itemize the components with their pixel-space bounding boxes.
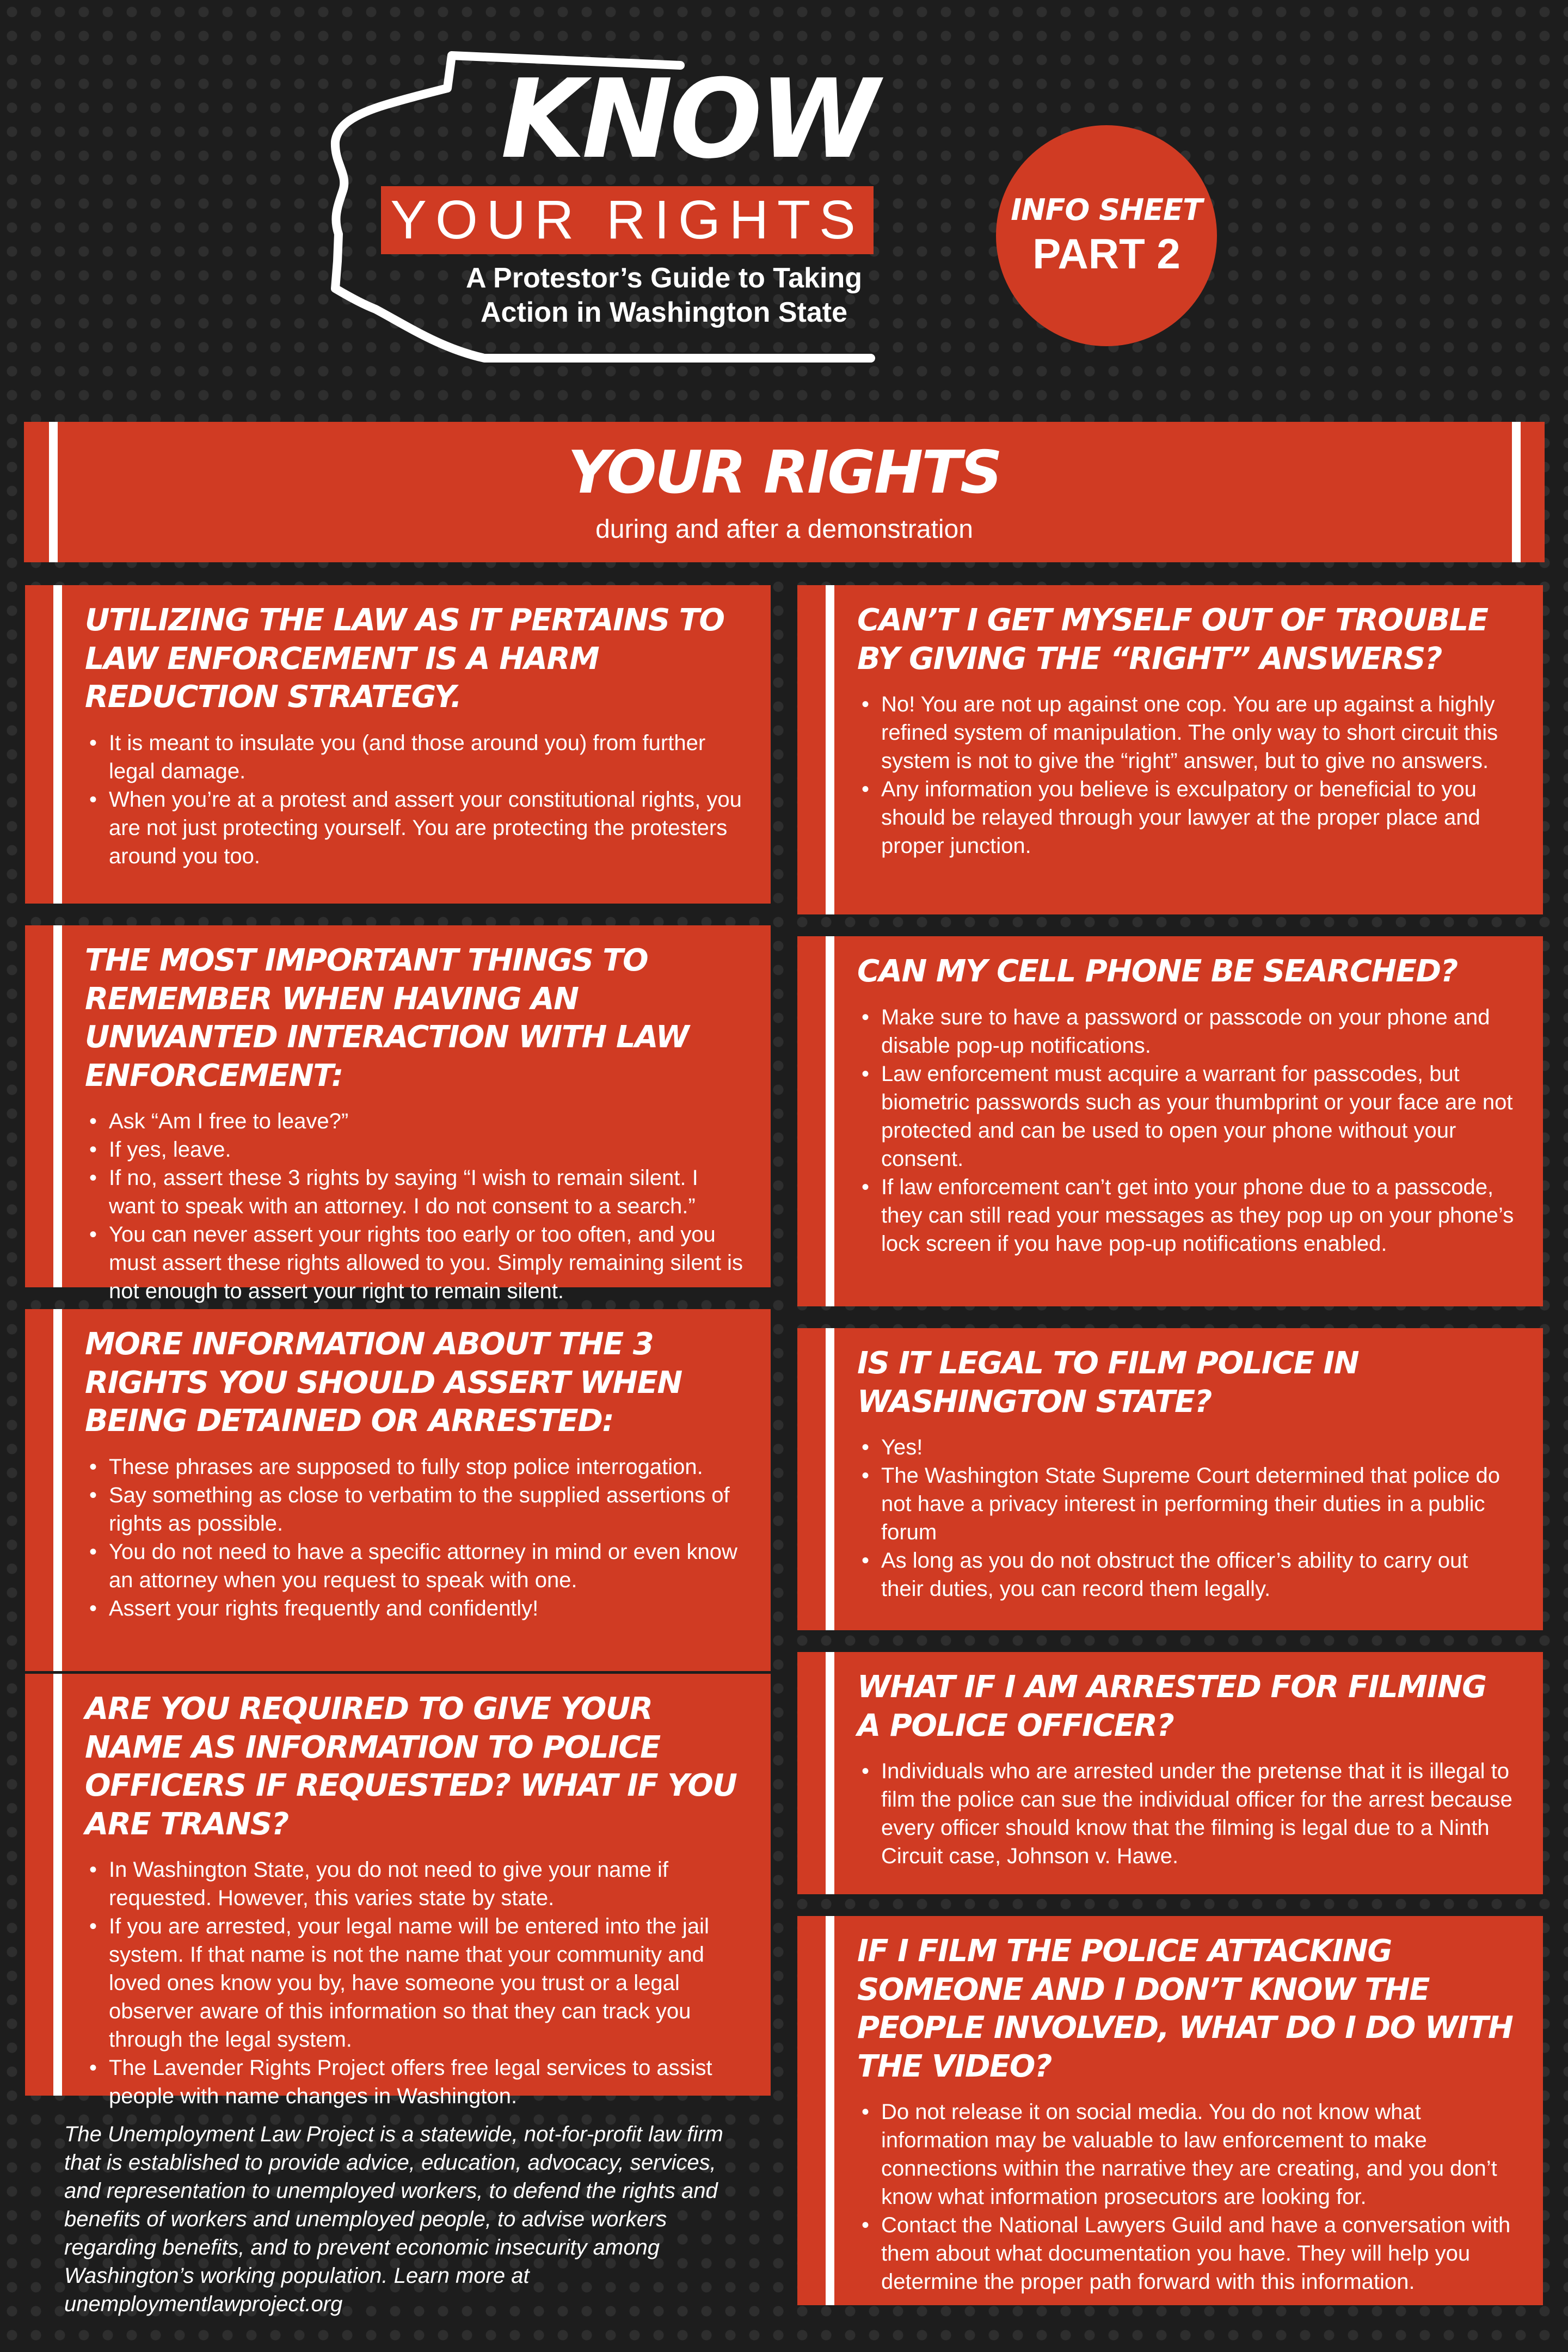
- bullet-item: • Any information you believe is exculpatory or beneficial to you should be relayed through your lawyer at the proper place and proper junction.: [857, 775, 1516, 860]
- card-stripe: [826, 1916, 834, 2305]
- bullet-item: • Law enforcement must acquire a warrant for passcodes, but biometric passwords such as your thumbprint or your face are not protected and can be used to open your phone without your consent.: [857, 1060, 1516, 1173]
- card-harm-reduction: [25, 585, 771, 904]
- card-title: ARE YOU REQUIRED TO GIVE YOUR NAME AS INFORMATION TO POLICE OFFICERS IF REQUESTED? WHAT IF YOU ARE TRANS?: [85, 1691, 737, 1842]
- badge-line-1: INFO SHEET: [1011, 193, 1202, 227]
- bullet-list: [857, 1757, 1516, 1870]
- your-rights-banner: [24, 422, 1545, 562]
- bullet-item: • Contact the National Lawyers Guild and have a conversation with them about what documentation you have. They will help you determine the proper path forward with this information.: [857, 2211, 1516, 2296]
- card-stripe: [826, 1652, 834, 1894]
- card-title: IF I FILM THE POLICE ATTACKING SOMEONE AND I DON’T KNOW THE PEOPLE INVOLVED, WHAT DO I DO WITH THE VIDEO?: [857, 1933, 1513, 2084]
- bullet-item: • No! You are not up against one cop. You are up against a highly refined system of manipulation. The only way to short circuit this system is not to give the “right” answer, but to give no answers.: [857, 690, 1516, 775]
- card-video-attack: [797, 1916, 1543, 2305]
- card-title: MORE INFORMATION ABOUT THE 3 RIGHTS YOU SHOULD ASSERT WHEN BEING DETAINED OR ARRESTED:: [85, 1327, 682, 1439]
- bullet-item: • If law enforcement can’t get into your phone due to a passcode, they can still read your messages as they pop up on your phone’s lock screen if you have pop-up notifications enabled.: [857, 1173, 1516, 1258]
- bullet-list: [857, 690, 1516, 860]
- bullet-item: • Make sure to have a password or passcode on your phone and disable pop-up notifications.: [857, 1003, 1516, 1060]
- bullet-list: [857, 2098, 1516, 2296]
- card-title: THE MOST IMPORTANT THINGS TO REMEMBER WHEN HAVING AN UNWANTED INTERACTION WITH LAW ENFORCEMENT:: [85, 943, 689, 1094]
- subtitle-line-2: Action in Washington State: [480, 297, 848, 329]
- card-stripe: [826, 1328, 834, 1630]
- bullet-item: • If no, assert these 3 rights by saying “I wish to remain silent. I want to speak with an attorney. I do not consent to a search.”: [85, 1164, 743, 1220]
- banner-title: YOUR RIGHTS: [568, 439, 1001, 507]
- bullet-item: • Ask “Am I free to leave?”: [85, 1107, 743, 1135]
- card-stripe: [826, 936, 834, 1306]
- bullet-list: [85, 1107, 743, 1305]
- card-title: CAN MY CELL PHONE BE SEARCHED?: [857, 954, 1458, 989]
- card-stripe: [53, 1309, 62, 1671]
- bullet-item: • Yes!: [857, 1433, 1516, 1461]
- card-right-answers: [797, 585, 1543, 914]
- bullet-item: • You do not need to have a specific attorney in mind or even know an attorney when you request to speak with one.: [85, 1538, 743, 1594]
- card-stripe: [53, 1674, 62, 2096]
- card-important-things: [25, 925, 771, 1304]
- bullet-item: • When you’re at a protest and assert your constitutional rights, you are not just protecting yourself. You are protecting the protesters around you too.: [85, 785, 743, 870]
- card-three-rights: [25, 1309, 771, 1671]
- bullet-item: • Do not release it on social media. You do not know what information may be valuable to law enforcement to make connections within the narrative they are creating, and you don’t know what information prosecutors are looking for.: [857, 2098, 1516, 2211]
- bullet-list: [857, 1003, 1516, 1258]
- bullet-item: • Assert your rights frequently and confidently!: [85, 1594, 743, 1623]
- footer-about-text: The Unemployment Law Project is a statewide, not-for-profit law firm that is established to provide advice, education, advocacy, services, and representation to unemployed workers, to defend the rights and benefits of workers and unemployed people, to advise workers regarding benefits, and to prevent economic insecurity among Washington’s working population. Learn more at unemploymentlawproject.org: [64, 2122, 723, 2316]
- bullet-item: • It is meant to insulate you (and those around you) from further legal damage.: [85, 729, 743, 785]
- bullet-item: • If yes, leave.: [85, 1135, 743, 1164]
- card-title: UTILIZING THE LAW AS IT PERTAINS TO LAW ENFORCEMENT IS A HARM REDUCTION STRATEGY.: [85, 603, 724, 715]
- title-know: KNOW: [501, 56, 876, 183]
- card-title: WHAT IF I AM ARRESTED FOR FILMING A POLICE OFFICER?: [857, 1669, 1486, 1743]
- title-rights-bar: [381, 186, 874, 254]
- bullet-item: • If you are arrested, your legal name will be entered into the jail system. If that name is not the name that your community and loved ones know you by, have someone you trust or a legal observer aware of this information so that they can track you through the legal system.: [85, 1912, 743, 2054]
- bullet-item: • In Washington State, you do not need to give your name if requested. However, this varies state by state.: [85, 1856, 743, 1912]
- bullet-list: [85, 1453, 743, 1623]
- bullet-item: • The Washington State Supreme Court determined that police do not have a privacy interest in performing their duties in a public forum: [857, 1461, 1516, 1546]
- bullet-list: [85, 729, 743, 870]
- card-film-police: [797, 1328, 1543, 1630]
- info-sheet-badge: [996, 125, 1217, 346]
- bullet-item: • As long as you do not obstruct the officer’s ability to carry out their duties, you can record them legally.: [857, 1546, 1516, 1603]
- card-cell-phone: [797, 936, 1543, 1306]
- card-title: IS IT LEGAL TO FILM POLICE IN WASHINGTON STATE?: [857, 1346, 1359, 1420]
- bullet-item: • Say something as close to verbatim to the supplied assertions of rights as possible.: [85, 1481, 743, 1538]
- bullet-item: • The Lavender Rights Project offers free legal services to assist people with name changes in Washington.: [85, 2054, 743, 2110]
- card-arrested-filming: [797, 1652, 1543, 1894]
- card-title: CAN’T I GET MYSELF OUT OF TROUBLE BY GIVING THE “RIGHT” ANSWERS?: [857, 603, 1488, 677]
- bullet-item: • These phrases are supposed to fully stop police interrogation.: [85, 1453, 743, 1481]
- card-stripe: [53, 925, 62, 1287]
- card-give-your-name: [25, 1674, 771, 2109]
- subtitle-line-1: A Protestor’s Guide to Taking: [465, 262, 863, 294]
- bullet-list: [85, 1856, 743, 2110]
- badge-line-2: PART 2: [1032, 230, 1180, 278]
- card-stripe: [53, 585, 62, 904]
- bullet-item: • Individuals who are arrested under the pretense that it is illegal to film the police can sue the individual officer for the arrest because every officer should know that the filming is legal due to a Ninth Circuit case, Johnson v. Hawe.: [857, 1757, 1516, 1870]
- card-stripe: [826, 585, 834, 914]
- title-rights: YOUR RIGHTS: [390, 189, 864, 250]
- banner-subtitle: during and after a demonstration: [595, 515, 973, 544]
- bullet-item: • You can never assert your rights too early or too often, and you must assert these rights allowed to you. Simply remaining silent is not enough to assert your right to remain silent.: [85, 1220, 743, 1305]
- subtitle: [419, 261, 909, 330]
- bullet-list: [857, 1433, 1516, 1603]
